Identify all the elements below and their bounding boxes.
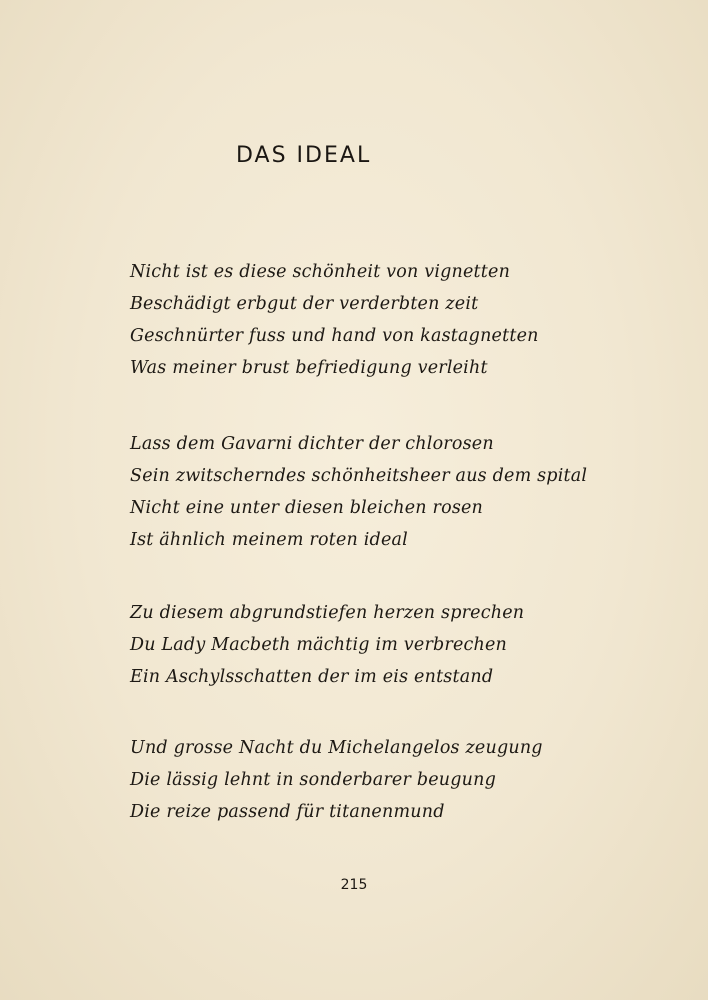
stanza-1: [130, 256, 600, 384]
poem-line: Beschädigt erbgut der verderbten zeit: [130, 294, 479, 314]
poem-line: Was meiner brust befriedigung verleiht: [130, 358, 488, 378]
poem-line: Du Lady Macbeth mächtig im verbrechen: [130, 635, 508, 655]
poem-line: Und grosse Nacht du Michelangelos zeugung: [130, 738, 543, 758]
stanza-2: [130, 428, 600, 556]
poem-line: Zu diesem abgrundstiefen herzen sprechen: [130, 603, 525, 623]
poem-line: Geschnürter fuss und hand von kastagnetten: [130, 326, 539, 346]
poem-line: Sein zwitscherndes schönheitsheer aus dem spital: [130, 466, 588, 486]
poem-line: Ist ähnlich meinem roten ideal: [130, 530, 408, 550]
stanza-3: [130, 597, 600, 693]
stanza-4: [130, 732, 600, 828]
poem-line: Ein Aschylsschatten der im eis entstand: [130, 667, 494, 687]
poem-title: DAS IDEAL: [236, 143, 372, 168]
poem-line: Nicht ist es diese schönheit von vignetten: [130, 262, 511, 282]
poem-line: Die lässig lehnt in sonderbarer beugung: [130, 770, 496, 790]
poem-line: Lass dem Gavarni dichter der chlorosen: [130, 434, 494, 454]
poem-line: Die reize passend für titanenmund: [130, 802, 445, 822]
page-number: 215: [340, 877, 368, 893]
poem-line: Nicht eine unter diesen bleichen rosen: [130, 498, 484, 518]
